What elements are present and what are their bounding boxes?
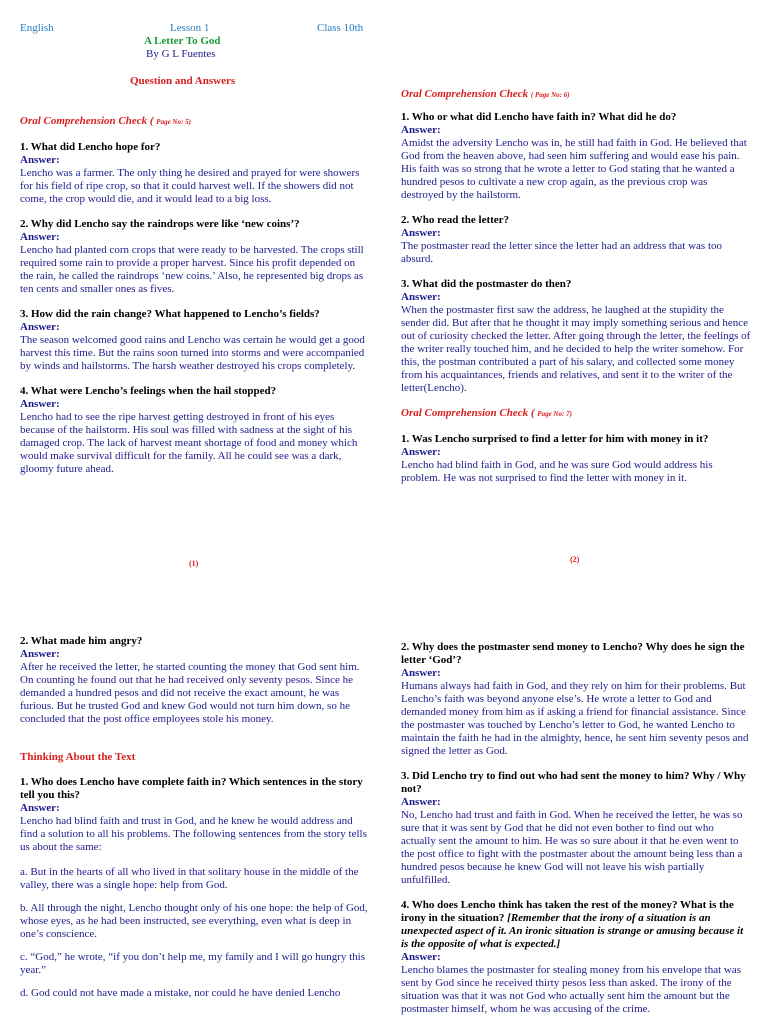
question: 2. Why does the postmaster send money to Lencho? Why does he sign the letter ‘God’? (401, 641, 745, 666)
answer: Lencho had planted corn crops that were ready to be harvested. The crops still required some rain to provide a proper harvest. Since his profit depended on the rain, he called the raindrops ‘new coins.’ Also, he represented big drops as ten cents and smaller ones as fives. (20, 244, 364, 295)
answer-label: Answer: (401, 796, 441, 808)
answer: Lencho was a farmer. The only thing he desired and prayed for were showers for his field of ripe crop, so that it could harvest well. If the showers did not come, the crop would die, and it would lead to a big loss. (20, 167, 360, 205)
answer: Lencho had blind faith in God, and he was sure God would address his problem. He was not surprised to find the letter with money in it. (401, 459, 713, 484)
qa-item (401, 278, 751, 395)
qa-item (401, 641, 751, 758)
answer-label: Answer: (20, 321, 60, 333)
question-note: [Remember that the irony of a situation is an unexpected aspect of it. An ironic situation is strange or amusing because it is the opposite of what is expected.] (401, 912, 744, 950)
qa-item (20, 776, 370, 854)
question: 2. Why did Lencho say the raindrops were like ‘new coins’? (20, 218, 300, 230)
answer: After he received the letter, he started counting the money that God sent him. On counting he found out that he had received only seventy pesos. Since he demanded a hundred pesos and did not receive the exact amount, he was furious. But he trusted God and knew God would not turn him down, so he concluded that the post office employees stole his money. (20, 661, 360, 725)
answer-label: Answer: (20, 231, 60, 243)
question: 2. What made him angry? (20, 635, 143, 647)
answer: Amidst the adversity Lencho was in, he still had faith in God. He believed that God from the heaven above, had seen him suffering and would ease his pain. His faith was so strong that he wrote a letter to God stating that he wanted a hundred pesos to cultivate a new crop again, as the previous crop was destroyed by the hailstorm. (401, 137, 747, 201)
page1-column (20, 115, 370, 488)
lesson-label: Lesson 1 (170, 22, 210, 34)
qa-item (401, 899, 751, 1016)
qa-heading: Question and Answers (130, 75, 236, 87)
answer-label: Answer: (401, 124, 441, 136)
qa-item (20, 635, 370, 726)
answer: Humans always had faith in God, and they rely on him for their problems. But Lencho’s faith was beyond anyone else’s. He wrote a letter to God and demanded money from him as if asking a friend for financial assistance. Since the postmaster was touched by Lencho’s letter to God, he wanted Lencho to maintain the faith he had in the almighty, hence, he sent him seventy pesos and signed the letter as God. (401, 680, 749, 757)
page2-section-heading: Oral Comprehension Check ( Page No: 6) (401, 88, 570, 100)
answer: Lencho blames the postmaster for stealing money from his envelope that was sent by God since he received thirty pesos less than asked. The irony of the situation was that it was not God who actually sent him the amount but the postmaster himself, whom he was accusing of the crime. (401, 964, 741, 1015)
question: 1. Was Lencho surprised to find a letter for him with money in it? (401, 433, 709, 445)
question: 3. How did the rain change? What happened to Lencho’s fields? (20, 308, 320, 320)
page3-column (20, 635, 370, 1010)
answer-label: Answer: (20, 398, 60, 410)
answer: No, Lencho had trust and faith in God. When he received the letter, he was so sure that it was sent by God that he did not even bother to find out who actually sent the amount to him. He was so sure about it that he even went to the post office to fight with the postmaster about the amount being less than a hundred pesos because he knew God will not leave his wish partially unfulfilled. (401, 809, 743, 886)
answer-label: Answer: (20, 154, 60, 166)
qa-item (20, 141, 370, 206)
author-line: By G L Fuentes (146, 48, 216, 60)
answer: The postmaster read the letter since the letter had an address that was too absurd. (401, 240, 723, 265)
answer: Lencho had to see the ripe harvest getting destroyed in front of his eyes because of the hailstorm. His soul was filled with sadness at the sight of his damaged crop. The lack of harvest meant shortage of food and money which would make survival difficult for the family. All he could see was a dark, gloomy future ahead. (20, 411, 358, 475)
answer-label: Answer: (401, 291, 441, 303)
answer: The season welcomed good rains and Lencho was certain he would get a good harvest this time. But the rains soon turned into storms and were accompanied by winds and hailstorms. The harsh weather destroyed his crops completely. (20, 334, 365, 372)
page2-section2-heading: Oral Comprehension Check ( Page No: 7) (401, 407, 572, 419)
qa-item (401, 111, 751, 202)
answer: Lencho had blind faith and trust in God, and he knew he would address and find a solution to all his problems. The following sentences from the story tells us about the same: (20, 815, 367, 853)
qa-item (401, 770, 751, 887)
answer-label: Answer: (401, 227, 441, 239)
page2-column (401, 88, 751, 497)
qa-item (401, 214, 751, 266)
answer-label: Answer: (401, 951, 441, 963)
thinking-section-heading: Thinking About the Text (20, 751, 136, 763)
answer-label: Answer: (401, 446, 441, 458)
qa-item (20, 385, 370, 476)
qa-item (20, 308, 370, 373)
answer: When the postmaster first saw the address, he laughed at the stupidity the sender did. But after that he thought it may imply something serious and hence out of curiosity checked the letter. After going through the letter, the feelings of the writer really touched him, and he decided to help the writer somehow. For this, the postman contributed a part of his salary, and collected some money from his acquaintances, friends and relatives, and sent it to the writer of the letter(Lencho). (401, 304, 751, 394)
page-number: (1) (189, 559, 199, 568)
qa-item (401, 433, 751, 485)
answer-label: Answer: (401, 667, 441, 679)
question: 4. Who does Lencho think has taken the rest of the money? What is the irony in the situation? [Remember that the irony of a situation is an unexpected aspect of it. An ironic situation is strange or amusing because it is the opposite of what is expected.] (401, 899, 744, 950)
question: 3. What did the postmaster do then? (401, 278, 572, 290)
class-label: Class 10th (317, 22, 364, 34)
quote-paragraph: a. But in the hearts of all who lived in that solitary house in the middle of the valley, there was a single hope: help from God. (20, 866, 359, 891)
page4-column (401, 641, 751, 1028)
answer-label: Answer: (20, 648, 60, 660)
quote-paragraph: d. God could not have made a mistake, nor could he have denied Lencho (20, 987, 341, 999)
answer-label: Answer: (20, 802, 60, 814)
question: 4. What were Lencho’s feelings when the hail stopped? (20, 385, 277, 397)
quote-paragraph: c. “God,” he wrote, “if you don’t help me, my family and I will go hungry this year.” (20, 951, 366, 976)
subject-label: English (20, 22, 54, 34)
question: 2. Who read the letter? (401, 214, 510, 226)
question: 1. Who does Lencho have complete faith in? Which sentences in the story tell you this? (20, 776, 363, 801)
question: 1. What did Lencho hope for? (20, 141, 161, 153)
page1-section-heading: Oral Comprehension Check ( Page No: 5) (20, 115, 191, 127)
qa-item (20, 218, 370, 296)
quote-paragraph: b. All through the night, Lencho thought only of his one hope: the help of God, whose eyes, as he had been instructed, see everything, even what is deep in one’s conscience. (20, 902, 368, 940)
question: 3. Did Lencho try to find out who had sent the money to him? Why / Why not? (401, 770, 746, 795)
question: 1. Who or what did Lencho have faith in? What did he do? (401, 111, 677, 123)
page-number: (2) (570, 555, 580, 564)
lesson-title: A Letter To God (144, 35, 221, 47)
